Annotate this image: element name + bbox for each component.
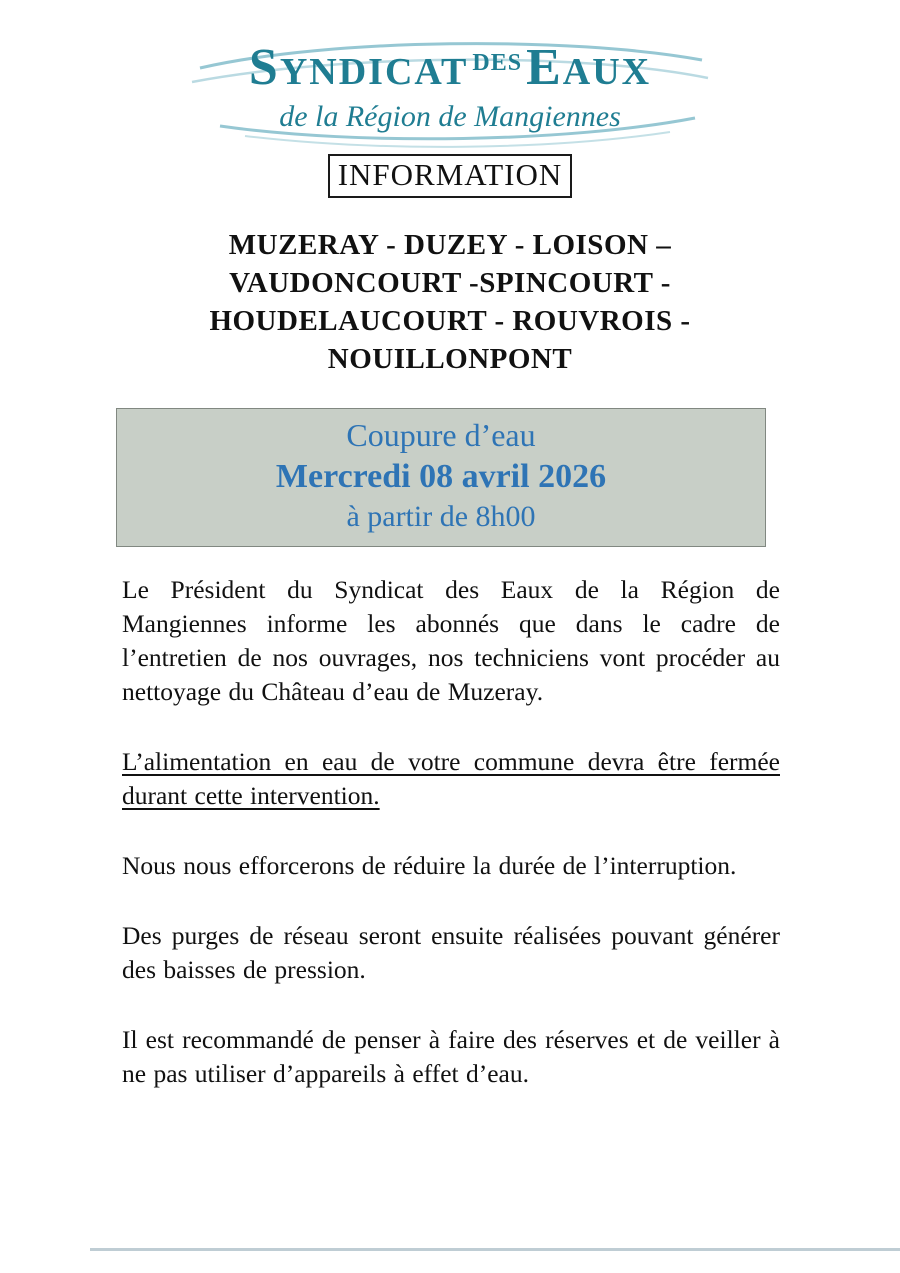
paragraph-purges: Des purges de réseau seront ensuite réalisées pouvant générer des baisses de pression. (122, 921, 780, 984)
banner-time: à partir de 8h00 (346, 500, 536, 533)
communes-line-4: NOUILLONPONT (327, 343, 573, 375)
logo-title (0, 39, 900, 96)
communes-line-2: VAUDONCOURT -SPINCOURT - (229, 267, 671, 299)
communes-heading (0, 226, 900, 378)
water-cut-banner (116, 408, 766, 547)
communes-line-3: HOUDELAUCOURT - ROUVROIS - (209, 305, 691, 337)
logo-word2-rest: AUX (562, 51, 652, 93)
logo-word1-rest: YNDICAT (279, 51, 469, 93)
banner-date: Mercredi 08 avril 2026 (275, 458, 607, 495)
paragraph-recommendation: Il est recommandé de penser à faire des réserves et de veiller à ne pas utiliser d’appareils à effet d’eau. (122, 1025, 780, 1088)
bottom-scan-line (90, 1248, 900, 1251)
logo-word1-initial: S (248, 39, 280, 96)
information-label-wrap (0, 154, 900, 198)
paragraph-intro: Le Président du Syndicat des Eaux de la Région de Mangiennes informe les abonnés que dans le cadre de l’entretien de nos ouvrages, nos techniciens vont procéder au nettoyage du Château d’eau de Muzeray. (122, 575, 780, 706)
paragraph-duration: Nous nous efforcerons de réduire la durée de l’interruption. (122, 851, 737, 880)
communes-line-1: MUZERAY - DUZEY - LOISON – (228, 229, 672, 261)
banner-title: Coupure d’eau (346, 417, 536, 453)
logo-connector: DES (472, 50, 523, 76)
logo-word2-initial: E (526, 39, 563, 96)
information-label: INFORMATION (328, 154, 573, 198)
logo-subtitle: de la Région de Mangiennes (279, 100, 621, 133)
paragraph-warning-underlined: L’alimentation en eau de votre commune devra être fermée durant cette intervention. (122, 747, 780, 810)
notice-body (122, 573, 780, 1091)
syndicat-logo (0, 0, 900, 134)
